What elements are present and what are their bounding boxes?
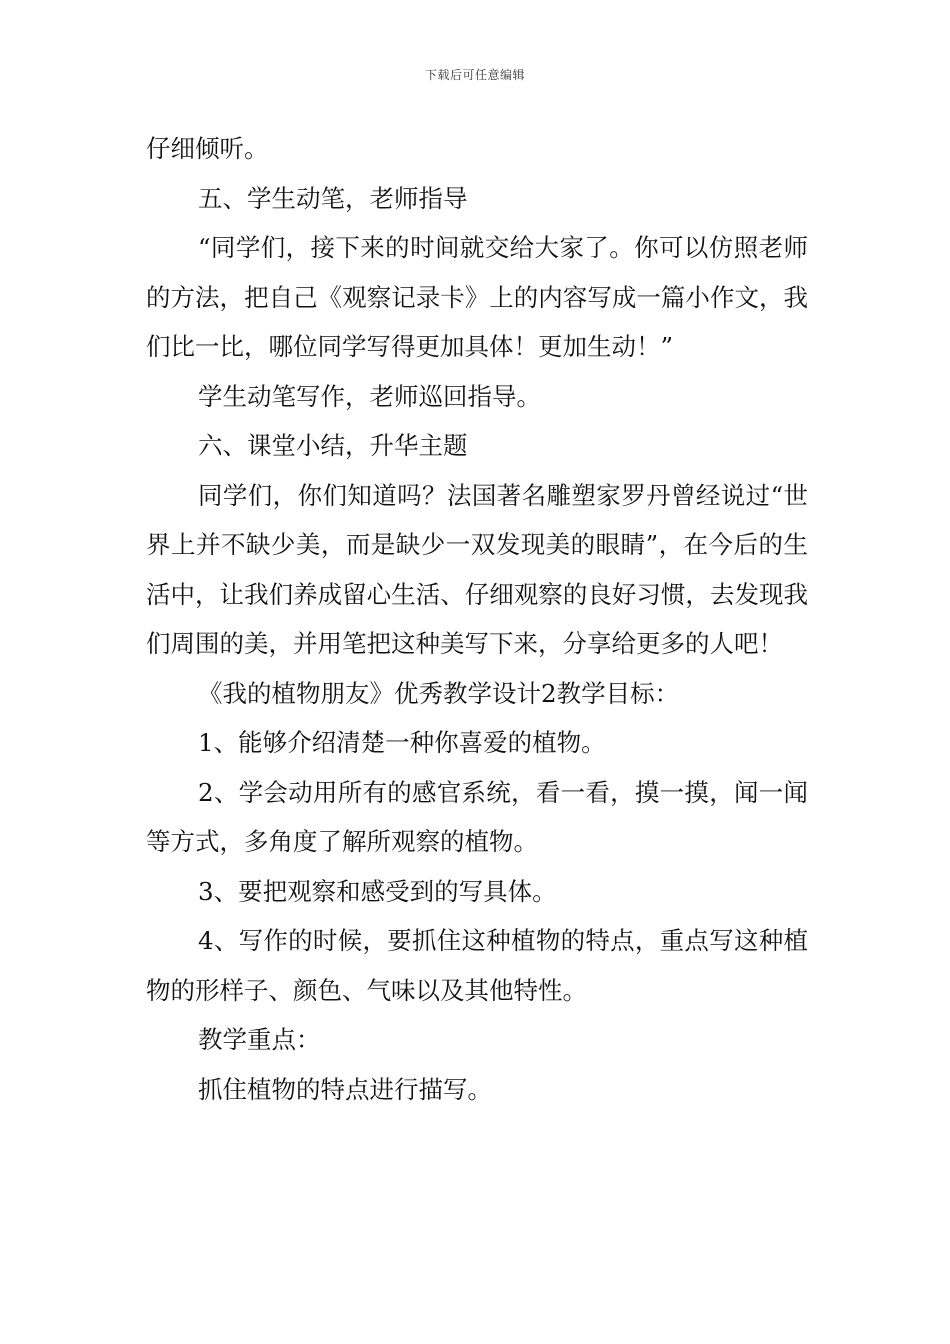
objective-item-1: 1、能够介绍清楚一种你喜爱的植物。 [198,728,606,757]
heading-key-points: 教学重点： [198,1025,321,1054]
paragraph-student-writing: 学生动笔写作，老师巡回指导。 [198,381,541,411]
paragraph-summary: 同学们，你们知道吗？法国著名雕塑家罗丹曾经说过“世界上并不缺少美，而是缺少一双发现美的眼睛”，在今后的生活中，让我们养成留心生活、仔细观察的良好习惯，去发现我们周围的美，并用笔把这种美写下来，分享给更多的人吧！ [146,480,808,658]
objective-item-3: 3、要把观察和感受到的写具体。 [198,876,557,906]
page-header: 下载后可任意编辑 [424,68,525,82]
paragraph-continuation: 仔细倾听。 [146,134,269,163]
section-title-design-2: 《我的植物朋友》优秀教学设计2教学目标： [198,678,680,708]
paragraph-key-point: 抓住植物的特点进行描写。 [198,1074,492,1104]
section-heading-five: 五、学生动笔，老师指导 [198,183,468,213]
objective-item-4: 4、写作的时候，要抓住这种植物的特点，重点写这种植物的形样子、颜色、气味以及其他特性。 [146,926,808,1005]
paragraph-teacher-quote: “同学们，接下来的时间就交给大家了。你可以仿照老师的方法，把自己《观察记录卡》上的内容写成一篇小作文，我们比一比，哪位同学写得更加具体！更加生动！” [146,233,808,361]
objective-item-2: 2、学会动用所有的感官系统，看一看，摸一摸，闻一闻等方式，多角度了解所观察的植物。 [146,777,808,856]
document-body [146,124,808,1114]
section-heading-six: 六、课堂小结，升华主题 [198,431,468,460]
